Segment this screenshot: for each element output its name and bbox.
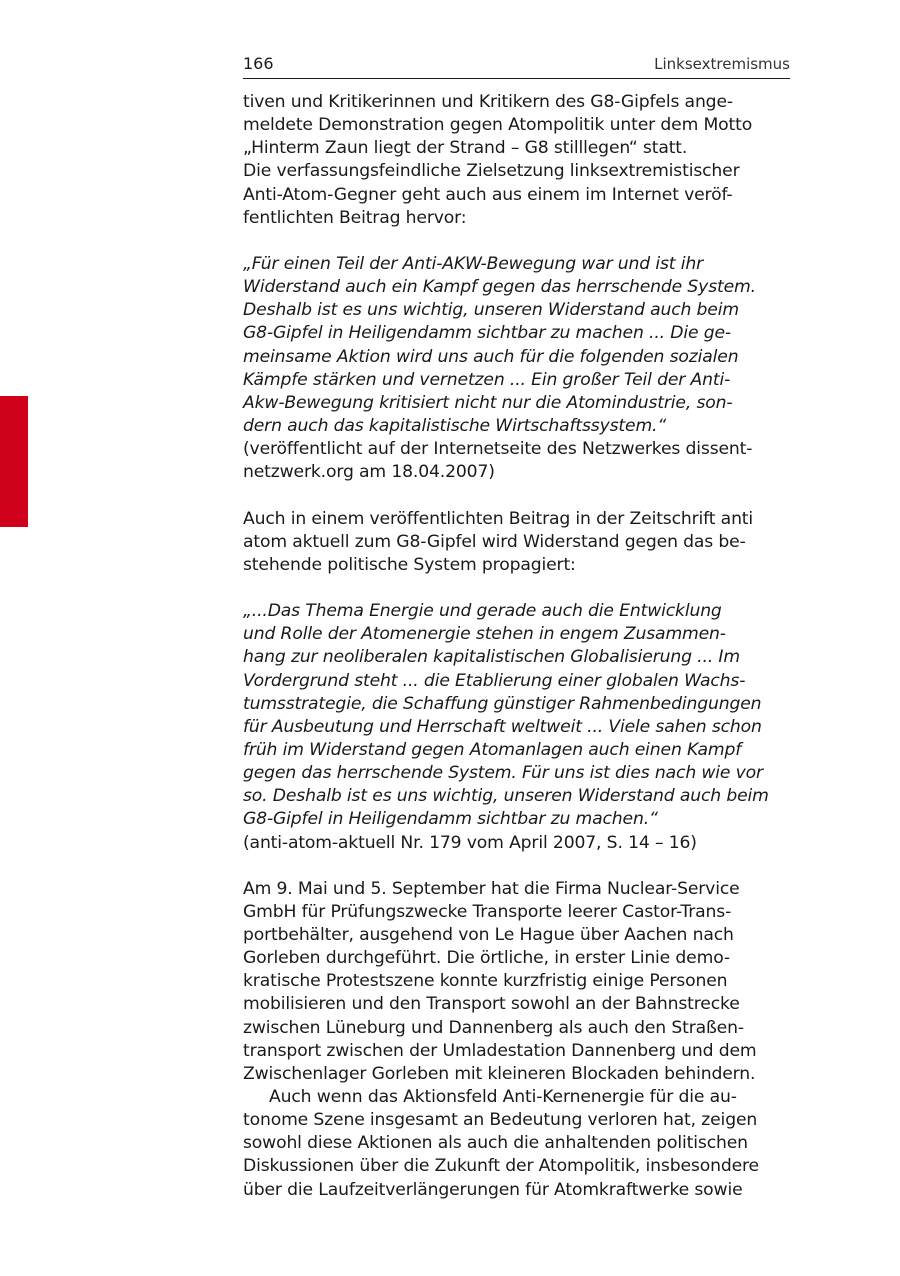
chapter-side-marker [0,396,28,527]
quote-line: so. Deshalb ist es uns wichtig, unseren Widerstand auch beim [243,786,769,807]
text-line: stehende politische System propagiert: [243,554,576,575]
quote-line: „...Das Thema Energie und gerade auch die Entwicklung [243,601,722,622]
text-line: Am 9. Mai und 5. September hat die Firma Nuclear-Service [243,878,740,899]
quote-line: Deshalb ist es uns wichtig, unseren Widerstand auch beim [243,300,739,321]
quote-line: hang zur neoliberalen kapitalistischen Globalisierung ... Im [243,647,740,668]
text-line: portbehälter, ausgehend von Le Hague über Aachen nach [243,925,734,946]
text-line: mobilisieren und den Transport sowohl an der Bahnstrecke [243,994,740,1015]
text-line: Anti-Atom-Gegner geht auch aus einem im Internet veröf- [243,184,733,205]
paragraph-anti-atom [243,508,790,577]
text-line: fentlichten Beitrag hervor: [243,207,467,228]
text-line: Diskussionen über die Zukunft der Atompolitik, insbesondere [243,1156,759,1177]
paragraph-castor-transport [243,878,790,1086]
text-line: meldete Demonstration gegen Atompolitik unter dem Motto [243,115,753,136]
page-header [243,52,790,79]
quote-source [243,832,790,855]
quote-line: Kämpfe stärken und vernetzen ... Ein großer Teil der Anti- [243,369,731,390]
quote-line: früh im Widerstand gegen Atomanlagen auch einen Kampf [243,739,742,760]
quote-line: dern auch das kapitalistische Wirtschaftssystem.“ [243,415,667,436]
text-line: Auch wenn das Aktionsfeld Anti-Kernenergie für die au- [269,1087,737,1108]
text-line: Die verfassungsfeindliche Zielsetzung linksextremistischer [243,161,740,182]
paragraph-intro [243,91,790,230]
text-line: Zwischenlager Gorleben mit kleineren Blockaden behindern. [243,1063,756,1084]
quote-line: Vordergrund steht ... die Etablierung einer globalen Wachs- [243,670,746,691]
text-line: kratische Protestszene konnte kurzfristig einige Personen [243,971,728,992]
text-line: tiven und Kritikerinnen und Kritikern des G8-Gipfels ange- [243,92,733,112]
quote-anti-atom-aktuell [243,600,790,831]
body-text [243,91,790,1202]
quote-line: für Ausbeutung und Herrschaft weltweit ... Viele sahen schon [243,716,762,737]
text-line: zwischen Lüneburg und Dannenberg als auch den Straßen- [243,1017,744,1038]
paragraph-conclusion [243,1086,790,1202]
quote-line: G8-Gipfel in Heiligendamm sichtbar zu machen.“ [243,809,658,830]
quote-line: und Rolle der Atomenergie stehen in engem Zusammen- [243,624,726,645]
quote-line: „Für einen Teil der Anti-AKW-Bewegung war und ist ihr [243,253,703,274]
quote-line: gegen das herrschende System. Für uns ist dies nach wie vor [243,763,763,784]
quote-line: G8-Gipfel in Heiligendamm sichtbar zu machen ... Die ge- [243,323,731,344]
text-line: transport zwischen der Umladestation Dannenberg und dem [243,1040,757,1061]
quote-line: Widerstand auch ein Kampf gegen das herrschende System. [243,277,756,298]
text-line: Auch in einem veröffentlichten Beitrag in der Zeitschrift anti [243,508,754,529]
quote-line: meinsame Aktion wird uns auch für die folgenden sozialen [243,346,739,367]
text-line: GmbH für Prüfungszwecke Transporte leerer Castor-Trans- [243,901,732,922]
text-line: atom aktuell zum G8-Gipfel wird Widerstand gegen das be- [243,531,746,552]
running-head: Linksextremismus [654,55,790,73]
quote-line: Akw-Bewegung kritisiert nicht nur die Atomindustrie, son- [243,392,733,413]
source-line: (veröffentlicht auf der Internetseite des Netzwerkes dissent- [243,439,753,460]
quote-line: tumsstrategie, die Schaffung günstiger Rahmenbedingungen [243,693,762,714]
text-line: Gorleben durchgeführt. Die örtliche, in erster Linie demo- [243,948,730,969]
text-line: über die Laufzeitverlängerungen für Atomkraftwerke sowie [243,1179,743,1200]
text-line: sowohl diese Aktionen als auch die anhaltenden politischen [243,1133,748,1154]
quote-source [243,438,790,484]
source-line: netzwerk.org am 18.04.2007) [243,462,495,483]
quote-dissent-netzwerk [243,253,790,438]
source-line: (anti-atom-aktuell Nr. 179 vom April 2007, S. 14 – 16) [243,832,697,853]
text-line: tonome Szene insgesamt an Bedeutung verloren hat, zeigen [243,1110,758,1131]
page-number: 166 [243,54,274,73]
text-line: „Hinterm Zaun liegt der Strand – G8 stilllegen“ statt. [243,138,688,159]
